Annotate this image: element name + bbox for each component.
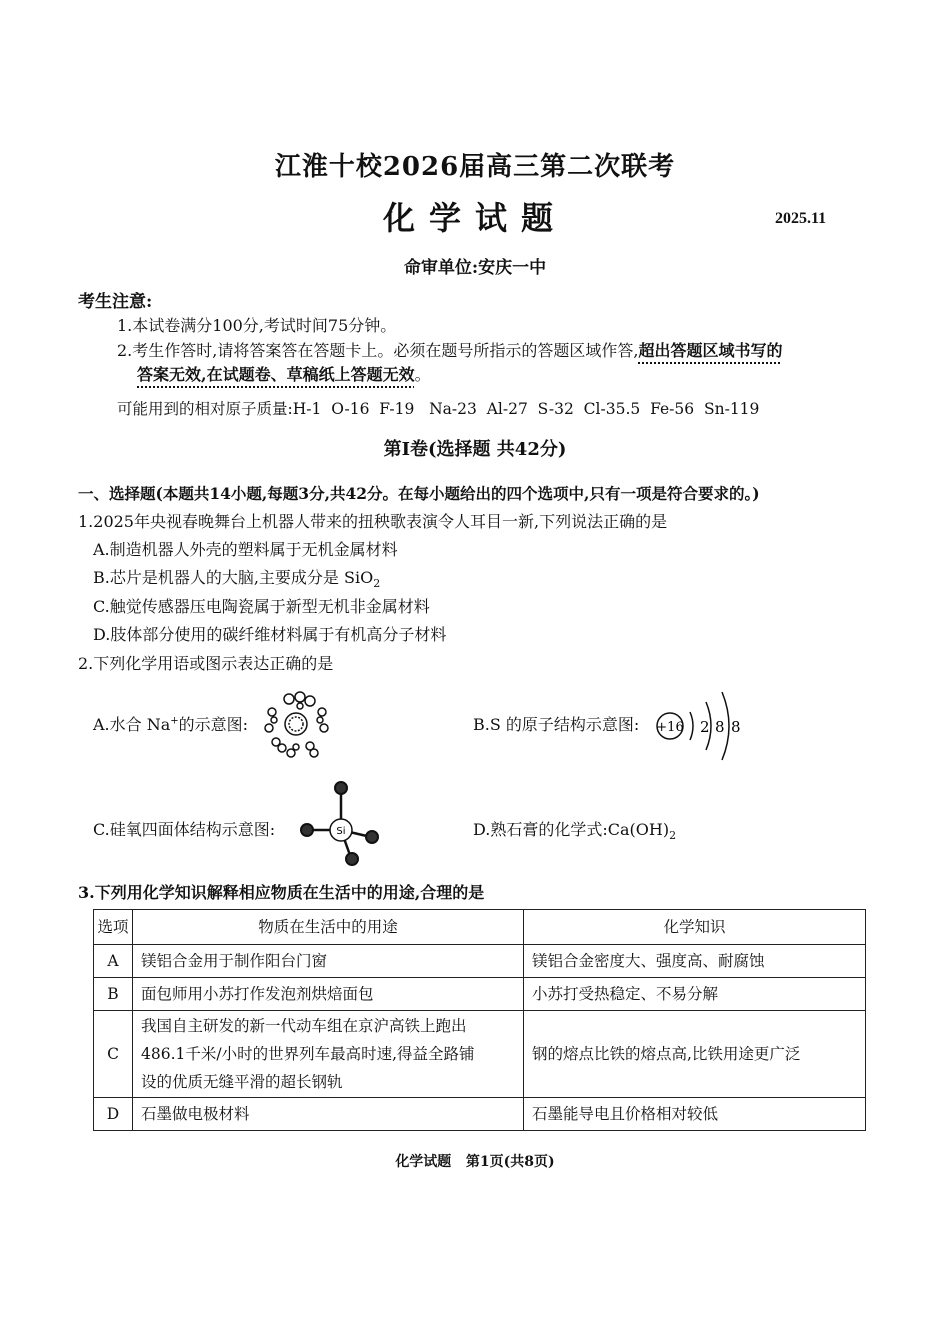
row-c-use	[133, 1011, 524, 1098]
row-d-use: 石墨做电极材料	[133, 1098, 524, 1131]
row-b-use: 面包师用小苏打作发泡剂烘焙面包	[133, 978, 524, 1011]
row-d-option: D	[94, 1098, 133, 1131]
row-c-use-line3: 设的优质无缝平滑的超长钢轨	[141, 1073, 343, 1091]
section-title: 第Ⅰ卷(选择题 共42分)	[383, 439, 567, 460]
sulfur-nucleus-label: +16	[656, 720, 684, 735]
q1-option-b-sub: 2	[373, 577, 381, 591]
row-a-use: 镁铝合金用于制作阳台门窗	[133, 945, 524, 978]
notice-item-2-text: 2.考生作答时,请将答案答在答题卡上。必须在题号所指示的答题区域作答,	[117, 341, 639, 360]
q3-stem: 3.下列用化学知识解释相应物质在生活中的用途,合理的是	[78, 883, 485, 902]
notice-item-2	[117, 338, 782, 361]
q2-stem: 2.下列化学用语或图示表达正确的是	[78, 654, 334, 673]
page-footer: 化学试题 第1页(共8页)	[395, 1154, 555, 1170]
table-row	[94, 978, 866, 1011]
table-row	[94, 1011, 866, 1098]
q2-option-a-text: A.水合 Na	[93, 715, 171, 734]
table-header-row	[94, 910, 866, 945]
setter-unit: 命审单位:安庆一中	[403, 258, 547, 278]
q1-option-b-text: B.芯片是机器人的大脑,主要成分是 SiO	[93, 568, 374, 587]
table-row	[94, 945, 866, 978]
row-c-use-line1: 我国自主研发的新一代动车组在京沪高铁上跑出	[141, 1017, 467, 1035]
subject-title: 化学试题	[382, 199, 567, 237]
row-b-option: B	[94, 978, 133, 1011]
q2-option-a-post: 的示意图:	[178, 715, 249, 734]
q1-option-c: C.触觉传感器压电陶瓷属于新型无机非金属材料	[93, 597, 430, 616]
hydrated-na-diagram	[260, 690, 335, 760]
exam-title: 江淮十校2026届高三第二次联考	[274, 152, 676, 182]
q2-option-a	[93, 712, 248, 735]
header-knowledge: 化学知识	[524, 910, 866, 945]
header-option: 选项	[94, 910, 133, 945]
notice-emphasis-2: 答案无效,在试题卷、草稿纸上答题无效	[137, 365, 415, 384]
row-c-use-line2: 486.1千米/小时的世界列车最高时速,得益全路铺	[141, 1045, 475, 1063]
table-row	[94, 1098, 866, 1131]
q2-option-d-text: D.熟石膏的化学式:Ca(OH)	[473, 820, 670, 839]
row-c-option: C	[94, 1011, 133, 1098]
q2-option-a-sup: +	[170, 715, 179, 727]
row-a-knowledge: 镁铝合金密度大、强度高、耐腐蚀	[524, 945, 866, 978]
silicate-tetrahedron-diagram	[295, 778, 387, 870]
notice-emphasis-1: 超出答题区域书写的	[638, 341, 783, 360]
header-use: 物质在生活中的用途	[133, 910, 524, 945]
row-a-option: A	[94, 945, 133, 978]
sulfur-shell-1: 2	[700, 718, 710, 736]
q2-option-d	[473, 817, 676, 842]
q2-option-b: B.S 的原子结构示意图:	[473, 715, 640, 734]
atomic-masses: 可能用到的相对原子质量:H-1 O-16 F-19 Na-23 Al-27 S-32 Cl-35.5 Fe-56 Sn-119	[117, 400, 760, 418]
q1-stem: 1.2025年央视春晚舞台上机器人带来的扭秧歌表演令人耳目一新,下列说法正确的是	[78, 512, 668, 531]
notice-item-2-end: 。	[414, 365, 431, 384]
sulfur-shell-3: 8	[731, 718, 741, 736]
q1-option-b	[93, 565, 380, 590]
sulfur-atom-diagram	[654, 680, 749, 774]
notice-item-1: 1.本试卷满分100分,考试时间75分钟。	[117, 316, 397, 335]
notice-item-2-cont	[137, 362, 431, 385]
section-instruction: 一、选择题(本题共14小题,每题3分,共42分。在每小题给出的四个选项中,只有一项是符合要求的。)	[78, 484, 760, 503]
q1-option-d: D.肢体部分使用的碳纤维材料属于有机高分子材料	[93, 625, 447, 644]
q1-option-a: A.制造机器人外壳的塑料属于无机金属材料	[93, 540, 398, 559]
q2-option-c: C.硅氧四面体结构示意图:	[93, 820, 276, 839]
row-b-knowledge: 小苏打受热稳定、不易分解	[524, 978, 866, 1011]
sulfur-shell-2: 8	[715, 718, 725, 736]
q2-option-d-sub: 2	[669, 829, 677, 843]
exam-date: 2025.11	[775, 210, 827, 227]
silicon-label: Si	[336, 826, 346, 837]
row-d-knowledge: 石墨能导电且价格相对较低	[524, 1098, 866, 1131]
q3-table	[93, 909, 866, 1131]
notice-title: 考生注意:	[78, 292, 153, 312]
row-c-knowledge: 钢的熔点比铁的熔点高,比铁用途更广泛	[524, 1011, 866, 1098]
